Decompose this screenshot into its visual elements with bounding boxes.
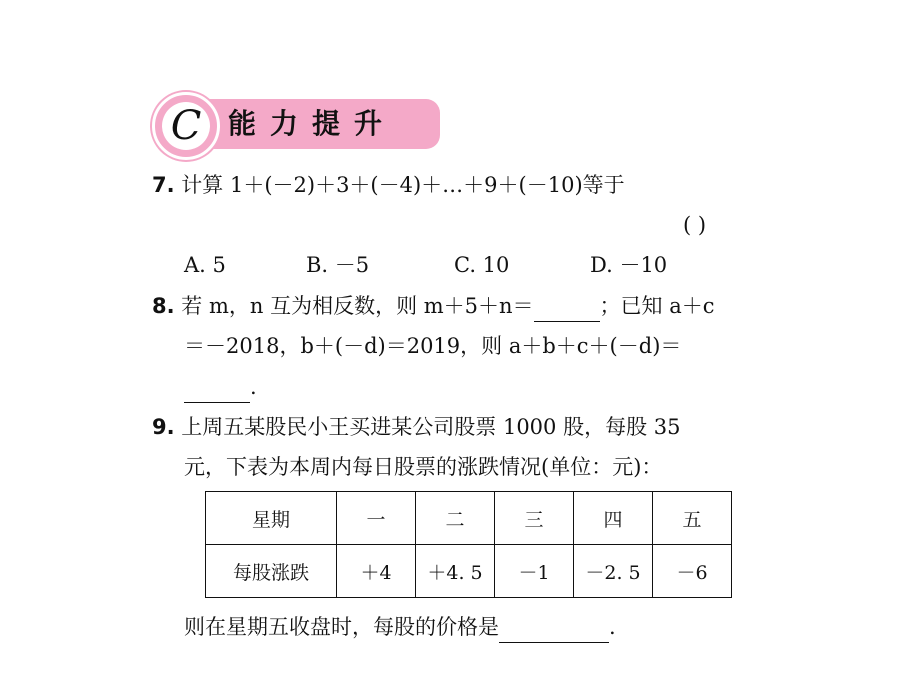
section-badge [152, 92, 220, 160]
q7-answer-paren: ( ) [683, 213, 707, 237]
q8-line-1 [152, 291, 715, 321]
q9-line-2: 元，下表为本周内每日股票的涨跌情况(单位：元)： [184, 455, 663, 479]
q7-stem-line [152, 170, 625, 200]
q8-number: 8. [152, 294, 175, 318]
table-header-cell: 一 [337, 492, 416, 545]
q8-line-3 [184, 372, 257, 402]
table-cell: －1 [495, 545, 574, 598]
q8-blank-2[interactable] [184, 372, 250, 403]
q7-option-b: B. －5 [306, 253, 370, 277]
table-header-cell: 二 [416, 492, 495, 545]
table-cell: －2. 5 [574, 545, 653, 598]
q9-text-1: 上周五某股民小王买进某公司股票 1000 股，每股 35 [181, 415, 681, 439]
table-header-cell: 星期 [206, 492, 337, 545]
q8-text-b: ；已知 a＋c [599, 294, 715, 318]
q8-text-a: 若 m，n 互为相反数，则 m＋5＋n＝ [181, 294, 534, 318]
section-title: 能力提升 [228, 107, 397, 140]
table-cell: －6 [653, 545, 732, 598]
table-header-cell: 三 [495, 492, 574, 545]
q7-option-d: D. －10 [590, 253, 668, 277]
section-badge-letter: C [162, 102, 210, 150]
q9-answer-blank[interactable] [499, 612, 609, 643]
table-header-cell: 四 [574, 492, 653, 545]
table-cell: ＋4. 5 [416, 545, 495, 598]
q8-blank-1[interactable] [534, 291, 600, 322]
q9-line-1 [152, 412, 680, 442]
q7-option-a: A. 5 [184, 253, 226, 277]
q7-option-c: C. 10 [454, 253, 510, 277]
table-cell: ＋4 [337, 545, 416, 598]
stock-change-table [205, 491, 732, 598]
q9-conclusion: 则在星期五收盘时，每股的价格是 [184, 615, 499, 639]
table-row [206, 545, 732, 598]
q9-number: 9. [152, 415, 175, 439]
table-header-row [206, 492, 732, 545]
q9-conclusion-line [184, 612, 616, 642]
table-cell: 每股涨跌 [206, 545, 337, 598]
q7-number: 7. [152, 173, 175, 197]
q8-line-2: ＝－2018，b＋(－d)＝2019，则 a＋b＋c＋(－d)＝ [184, 334, 682, 358]
q7-stem: 计算 1＋(－2)＋3＋(－4)＋…＋9＋(－10)等于 [181, 173, 625, 197]
table-header-cell: 五 [653, 492, 732, 545]
q8-line-3-end: . [250, 375, 257, 399]
q9-conclusion-end: . [609, 615, 616, 639]
